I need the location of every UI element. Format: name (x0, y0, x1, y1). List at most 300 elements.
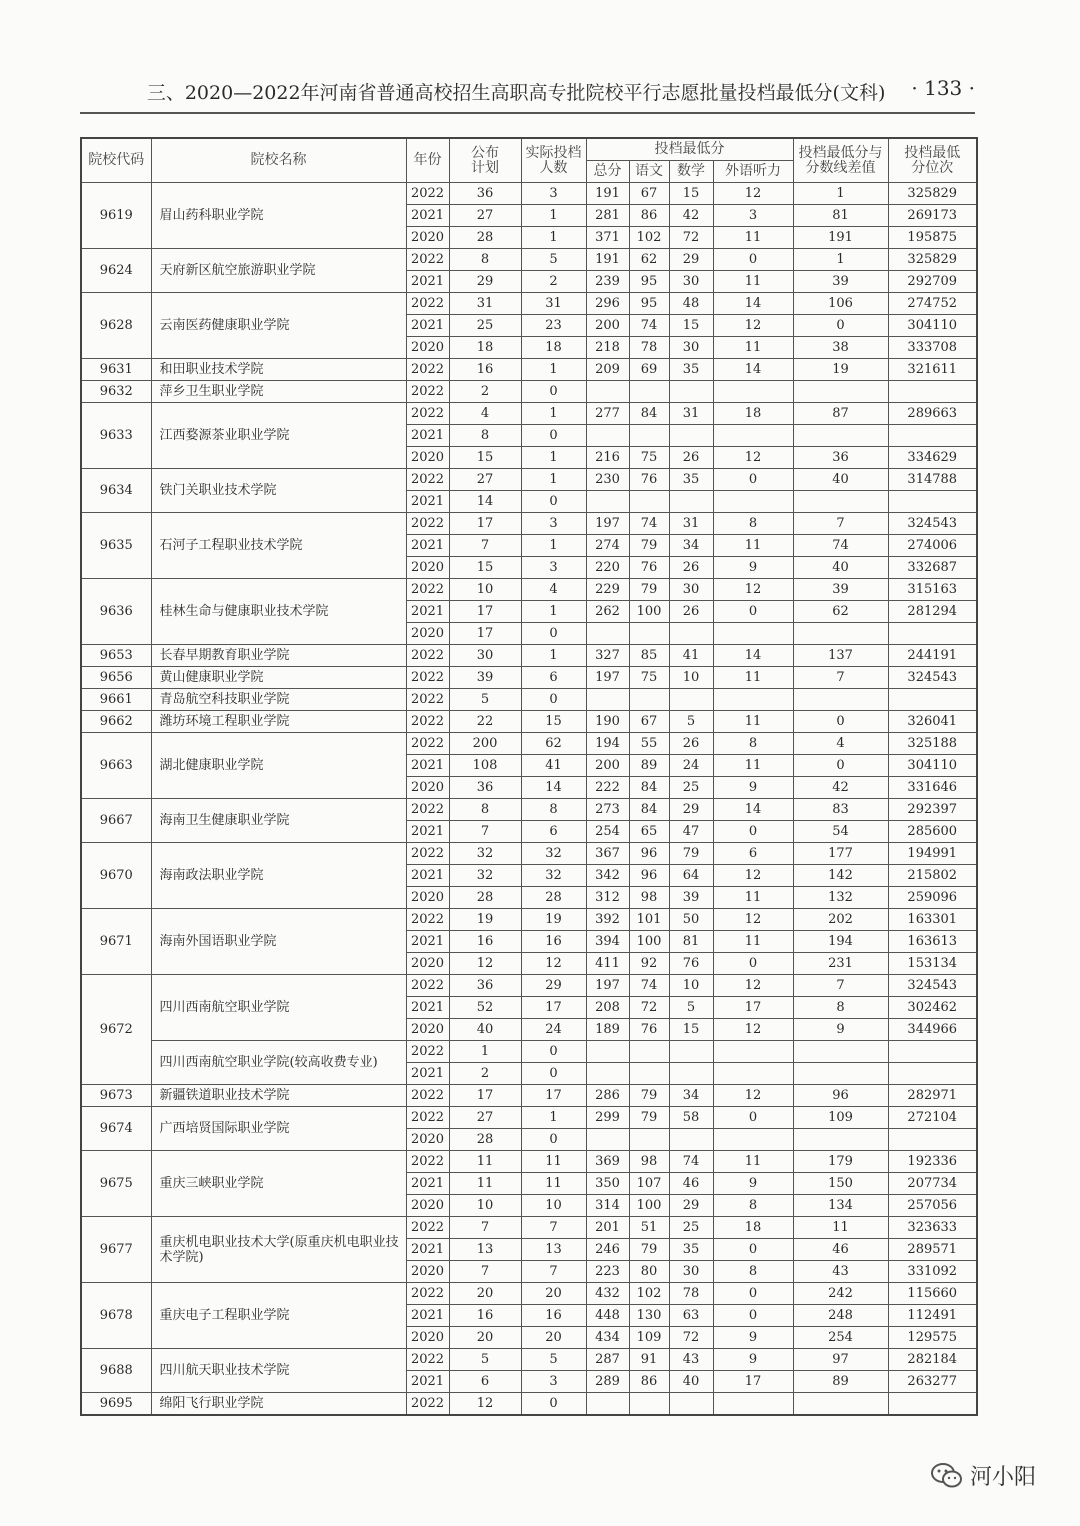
cell-chinese: 67 (629, 183, 669, 205)
cell-chinese (629, 1393, 669, 1416)
cell-total: 191 (586, 249, 629, 271)
cell-total (586, 1129, 629, 1151)
table-row (81, 711, 977, 733)
cell-rank (888, 425, 977, 447)
cell-year: 2020 (406, 777, 449, 799)
cell-diff: 0 (793, 755, 888, 777)
cell-math (669, 1063, 713, 1085)
cell-math: 29 (669, 799, 713, 821)
cell-year: 2022 (406, 579, 449, 601)
cell-total: 369 (586, 1151, 629, 1173)
cell-rank (888, 689, 977, 711)
cell-year: 2020 (406, 887, 449, 909)
cell-actual: 7 (521, 1261, 586, 1283)
cell-year: 2021 (406, 491, 449, 513)
cell-rank: 331092 (888, 1261, 977, 1283)
cell-foreign: 14 (713, 799, 793, 821)
cell-actual: 6 (521, 667, 586, 689)
cell-diff: 83 (793, 799, 888, 821)
cell-chinese: 72 (629, 997, 669, 1019)
school-name: 重庆电子工程职业学院 (151, 1283, 406, 1349)
school-code: 9663 (81, 733, 151, 799)
cell-year: 2022 (406, 1107, 449, 1129)
cell-foreign: 8 (713, 733, 793, 755)
cell-actual: 1 (521, 535, 586, 557)
cell-actual: 31 (521, 293, 586, 315)
cell-diff: 254 (793, 1327, 888, 1349)
cell-plan: 12 (449, 953, 521, 975)
cell-year: 2022 (406, 1085, 449, 1107)
cell-math (669, 1041, 713, 1063)
school-code: 9673 (81, 1085, 151, 1107)
cell-actual: 3 (521, 513, 586, 535)
cell-chinese: 79 (629, 1239, 669, 1261)
cell-rank: 325829 (888, 183, 977, 205)
cell-total: 200 (586, 315, 629, 337)
cell-math: 40 (669, 1371, 713, 1393)
cell-total: 262 (586, 601, 629, 623)
cell-math: 26 (669, 557, 713, 579)
cell-actual: 24 (521, 1019, 586, 1041)
cell-total: 190 (586, 711, 629, 733)
cell-total (586, 1063, 629, 1085)
cell-rank: 274006 (888, 535, 977, 557)
cell-plan: 4 (449, 403, 521, 425)
school-name: 重庆三峡职业学院 (151, 1151, 406, 1217)
school-code: 9653 (81, 645, 151, 667)
cell-total (586, 425, 629, 447)
cell-foreign: 0 (713, 469, 793, 491)
cell-actual: 1 (521, 447, 586, 469)
watermark-account (930, 1460, 1036, 1491)
cell-diff: 1 (793, 183, 888, 205)
cell-actual: 14 (521, 777, 586, 799)
cell-foreign: 0 (713, 1107, 793, 1129)
cell-math: 10 (669, 667, 713, 689)
school-code: 9678 (81, 1283, 151, 1349)
cell-foreign: 0 (713, 601, 793, 623)
cell-year: 2020 (406, 447, 449, 469)
cell-year: 2020 (406, 1327, 449, 1349)
cell-total: 218 (586, 337, 629, 359)
cell-total: 189 (586, 1019, 629, 1041)
cell-chinese: 78 (629, 337, 669, 359)
table-row (81, 359, 977, 381)
cell-foreign (713, 491, 793, 513)
cell-actual: 15 (521, 711, 586, 733)
school-code: 9677 (81, 1217, 151, 1283)
cell-rank: 331646 (888, 777, 977, 799)
cell-chinese: 67 (629, 711, 669, 733)
school-code: 9667 (81, 799, 151, 843)
cell-rank: 163301 (888, 909, 977, 931)
cell-year: 2021 (406, 1063, 449, 1085)
admission-score-table (80, 137, 978, 1416)
cell-plan: 108 (449, 755, 521, 777)
cell-rank: 195875 (888, 227, 977, 249)
page-title: 三、2020—2022年河南省普通高校招生高职高专批院校平行志愿批量投档最低分(文科) (146, 82, 886, 104)
cell-foreign: 12 (713, 447, 793, 469)
cell-math (669, 689, 713, 711)
cell-actual: 5 (521, 1349, 586, 1371)
cell-total: 299 (586, 1107, 629, 1129)
cell-actual: 11 (521, 1151, 586, 1173)
cell-plan: 5 (449, 689, 521, 711)
cell-diff: 42 (793, 777, 888, 799)
cell-math: 26 (669, 601, 713, 623)
cell-diff (793, 623, 888, 645)
cell-foreign: 0 (713, 1239, 793, 1261)
cell-plan: 17 (449, 513, 521, 535)
cell-diff: 231 (793, 953, 888, 975)
cell-actual: 10 (521, 1195, 586, 1217)
school-name: 四川西南航空职业学院 (151, 975, 406, 1041)
cell-foreign: 9 (713, 1349, 793, 1371)
cell-actual: 5 (521, 249, 586, 271)
cell-plan: 20 (449, 1283, 521, 1305)
school-name: 云南医药健康职业学院 (151, 293, 406, 359)
cell-diff: 81 (793, 205, 888, 227)
cell-math: 30 (669, 271, 713, 293)
cell-foreign: 11 (713, 755, 793, 777)
cell-foreign: 18 (713, 403, 793, 425)
school-code: 9632 (81, 381, 151, 403)
cell-math: 43 (669, 1349, 713, 1371)
cell-chinese: 74 (629, 315, 669, 337)
cell-rank: 315163 (888, 579, 977, 601)
cell-diff: 11 (793, 1217, 888, 1239)
cell-chinese: 76 (629, 469, 669, 491)
cell-diff: 137 (793, 645, 888, 667)
cell-math: 35 (669, 359, 713, 381)
cell-diff (793, 425, 888, 447)
cell-math (669, 381, 713, 403)
cell-chinese: 91 (629, 1349, 669, 1371)
cell-chinese: 86 (629, 1371, 669, 1393)
cell-chinese: 98 (629, 1151, 669, 1173)
cell-total: 392 (586, 909, 629, 931)
cell-year: 2021 (406, 535, 449, 557)
cell-math: 26 (669, 447, 713, 469)
cell-total: 411 (586, 953, 629, 975)
cell-actual: 0 (521, 381, 586, 403)
cell-foreign: 17 (713, 1371, 793, 1393)
cell-rank: 314788 (888, 469, 977, 491)
cell-rank: 324543 (888, 513, 977, 535)
cell-actual: 16 (521, 931, 586, 953)
cell-foreign: 11 (713, 931, 793, 953)
cell-rank (888, 1063, 977, 1085)
cell-year: 2021 (406, 931, 449, 953)
col-diff: 投档最低分与分数线差值 (793, 138, 888, 183)
col-rank: 投档最低分位次 (888, 138, 977, 183)
cell-foreign (713, 1393, 793, 1416)
cell-year: 2022 (406, 1217, 449, 1239)
cell-foreign: 9 (713, 1173, 793, 1195)
cell-rank: 324543 (888, 667, 977, 689)
cell-year: 2021 (406, 1239, 449, 1261)
cell-rank: 285600 (888, 821, 977, 843)
school-code: 9662 (81, 711, 151, 733)
cell-rank: 282184 (888, 1349, 977, 1371)
school-name: 海南外国语职业学院 (151, 909, 406, 975)
cell-year: 2022 (406, 1349, 449, 1371)
cell-year: 2021 (406, 1173, 449, 1195)
cell-total (586, 1041, 629, 1063)
cell-year: 2022 (406, 799, 449, 821)
cell-rank: 321611 (888, 359, 977, 381)
cell-plan: 10 (449, 579, 521, 601)
cell-diff: 7 (793, 667, 888, 689)
cell-rank: 304110 (888, 755, 977, 777)
cell-math: 39 (669, 887, 713, 909)
school-name: 石河子工程职业技术学院 (151, 513, 406, 579)
table-row (81, 381, 977, 403)
cell-plan: 11 (449, 1151, 521, 1173)
table-row (81, 1085, 977, 1107)
cell-chinese: 86 (629, 205, 669, 227)
col-code: 院校代码 (81, 138, 151, 183)
cell-math: 10 (669, 975, 713, 997)
cell-math: 29 (669, 249, 713, 271)
cell-total: 200 (586, 755, 629, 777)
cell-diff (793, 689, 888, 711)
cell-total: 287 (586, 1349, 629, 1371)
table-row (81, 1041, 977, 1063)
cell-actual: 1 (521, 403, 586, 425)
cell-foreign: 11 (713, 667, 793, 689)
cell-plan: 28 (449, 1129, 521, 1151)
cell-year: 2022 (406, 843, 449, 865)
cell-year: 2022 (406, 733, 449, 755)
school-code: 9628 (81, 293, 151, 359)
cell-total: 209 (586, 359, 629, 381)
cell-rank: 194991 (888, 843, 977, 865)
cell-plan: 32 (449, 843, 521, 865)
table-row (81, 909, 977, 931)
cell-total: 194 (586, 733, 629, 755)
cell-chinese: 79 (629, 1107, 669, 1129)
cell-year: 2022 (406, 513, 449, 535)
school-code: 9635 (81, 513, 151, 579)
cell-total: 197 (586, 667, 629, 689)
col-name: 院校名称 (151, 138, 406, 183)
cell-chinese: 100 (629, 931, 669, 953)
cell-foreign (713, 1063, 793, 1085)
col-min-score-group: 投档最低分 (586, 138, 793, 161)
cell-rank: 129575 (888, 1327, 977, 1349)
cell-plan: 2 (449, 1063, 521, 1085)
cell-rank: 332687 (888, 557, 977, 579)
cell-plan: 32 (449, 865, 521, 887)
cell-plan: 18 (449, 337, 521, 359)
cell-rank: 281294 (888, 601, 977, 623)
cell-year: 2022 (406, 1283, 449, 1305)
cell-foreign (713, 623, 793, 645)
cell-diff: 1 (793, 249, 888, 271)
cell-plan: 12 (449, 1393, 521, 1416)
cell-plan: 13 (449, 1239, 521, 1261)
cell-diff: 39 (793, 579, 888, 601)
cell-math (669, 1393, 713, 1416)
cell-foreign: 0 (713, 1283, 793, 1305)
cell-foreign: 11 (713, 887, 793, 909)
cell-year: 2021 (406, 755, 449, 777)
school-name: 江西婺源茶业职业学院 (151, 403, 406, 469)
cell-year: 2022 (406, 293, 449, 315)
cell-plan: 1 (449, 1041, 521, 1063)
cell-chinese: 76 (629, 1019, 669, 1041)
cell-total (586, 689, 629, 711)
cell-diff: 96 (793, 1085, 888, 1107)
school-code: 9661 (81, 689, 151, 711)
cell-chinese: 102 (629, 227, 669, 249)
cell-rank: 325829 (888, 249, 977, 271)
cell-total: 220 (586, 557, 629, 579)
table-row (81, 579, 977, 601)
cell-year: 2022 (406, 1151, 449, 1173)
cell-diff: 132 (793, 887, 888, 909)
cell-year: 2020 (406, 227, 449, 249)
cell-plan: 25 (449, 315, 521, 337)
school-name: 桂林生命与健康职业技术学院 (151, 579, 406, 645)
cell-year: 2021 (406, 425, 449, 447)
cell-rank: 324543 (888, 975, 977, 997)
cell-math: 35 (669, 469, 713, 491)
cell-year: 2022 (406, 183, 449, 205)
cell-rank: 289571 (888, 1239, 977, 1261)
cell-math: 48 (669, 293, 713, 315)
cell-chinese: 89 (629, 755, 669, 777)
cell-total: 229 (586, 579, 629, 601)
cell-actual: 0 (521, 689, 586, 711)
cell-foreign: 11 (713, 1151, 793, 1173)
cell-total: 197 (586, 975, 629, 997)
cell-total: 208 (586, 997, 629, 1019)
cell-chinese: 62 (629, 249, 669, 271)
cell-chinese: 100 (629, 1195, 669, 1217)
cell-math: 72 (669, 227, 713, 249)
cell-chinese: 92 (629, 953, 669, 975)
cell-actual: 32 (521, 843, 586, 865)
cell-total: 230 (586, 469, 629, 491)
cell-rank: 274752 (888, 293, 977, 315)
cell-math: 31 (669, 403, 713, 425)
school-name: 湖北健康职业学院 (151, 733, 406, 799)
cell-chinese: 101 (629, 909, 669, 931)
cell-actual: 1 (521, 1107, 586, 1129)
cell-foreign: 12 (713, 1019, 793, 1041)
cell-actual: 3 (521, 183, 586, 205)
col-total: 总分 (586, 161, 629, 183)
cell-chinese: 55 (629, 733, 669, 755)
cell-plan: 10 (449, 1195, 521, 1217)
cell-rank: 263277 (888, 1371, 977, 1393)
cell-year: 2022 (406, 249, 449, 271)
table-row (81, 975, 977, 997)
cell-diff (793, 1041, 888, 1063)
cell-math: 46 (669, 1173, 713, 1195)
cell-chinese: 109 (629, 1327, 669, 1349)
cell-plan: 16 (449, 1305, 521, 1327)
col-chinese: 语文 (629, 161, 669, 183)
cell-actual: 0 (521, 1063, 586, 1085)
cell-plan: 7 (449, 535, 521, 557)
cell-chinese: 76 (629, 557, 669, 579)
cell-rank: 112491 (888, 1305, 977, 1327)
cell-chinese: 130 (629, 1305, 669, 1327)
cell-plan: 28 (449, 887, 521, 909)
cell-diff: 87 (793, 403, 888, 425)
cell-actual: 1 (521, 227, 586, 249)
school-name: 萍乡卫生职业学院 (151, 381, 406, 403)
cell-chinese (629, 1041, 669, 1063)
table-row (81, 403, 977, 425)
cell-year: 2021 (406, 601, 449, 623)
cell-foreign: 12 (713, 909, 793, 931)
cell-diff: 202 (793, 909, 888, 931)
cell-total: 246 (586, 1239, 629, 1261)
cell-year: 2020 (406, 623, 449, 645)
cell-diff: 134 (793, 1195, 888, 1217)
cell-rank: 304110 (888, 315, 977, 337)
school-code: 9671 (81, 909, 151, 975)
cell-diff: 142 (793, 865, 888, 887)
cell-foreign: 0 (713, 1305, 793, 1327)
cell-plan: 19 (449, 909, 521, 931)
cell-plan: 20 (449, 1327, 521, 1349)
cell-rank: 282971 (888, 1085, 977, 1107)
cell-plan: 8 (449, 249, 521, 271)
school-name: 重庆机电职业技术大学(原重庆机电职业技术学院) (151, 1217, 406, 1283)
cell-plan: 5 (449, 1349, 521, 1371)
table-row (81, 293, 977, 315)
cell-foreign: 9 (713, 777, 793, 799)
table-row (81, 1217, 977, 1239)
cell-total: 314 (586, 1195, 629, 1217)
cell-math: 5 (669, 711, 713, 733)
cell-math (669, 425, 713, 447)
cell-math: 15 (669, 183, 713, 205)
cell-actual: 16 (521, 1305, 586, 1327)
cell-year: 2022 (406, 381, 449, 403)
cell-chinese (629, 425, 669, 447)
cell-math: 79 (669, 843, 713, 865)
cell-math: 25 (669, 1217, 713, 1239)
cell-plan: 14 (449, 491, 521, 513)
cell-math (669, 623, 713, 645)
cell-chinese: 79 (629, 579, 669, 601)
cell-actual: 13 (521, 1239, 586, 1261)
cell-diff (793, 1393, 888, 1416)
cell-chinese: 84 (629, 777, 669, 799)
cell-foreign: 12 (713, 315, 793, 337)
cell-math: 5 (669, 997, 713, 1019)
cell-foreign: 12 (713, 1085, 793, 1107)
cell-total: 289 (586, 1371, 629, 1393)
cell-diff: 0 (793, 711, 888, 733)
cell-diff: 39 (793, 271, 888, 293)
cell-plan: 39 (449, 667, 521, 689)
cell-diff: 8 (793, 997, 888, 1019)
cell-actual: 29 (521, 975, 586, 997)
cell-chinese: 84 (629, 799, 669, 821)
cell-chinese: 75 (629, 667, 669, 689)
school-code: 9674 (81, 1107, 151, 1151)
school-code: 9670 (81, 843, 151, 909)
cell-diff (793, 491, 888, 513)
cell-chinese: 96 (629, 865, 669, 887)
